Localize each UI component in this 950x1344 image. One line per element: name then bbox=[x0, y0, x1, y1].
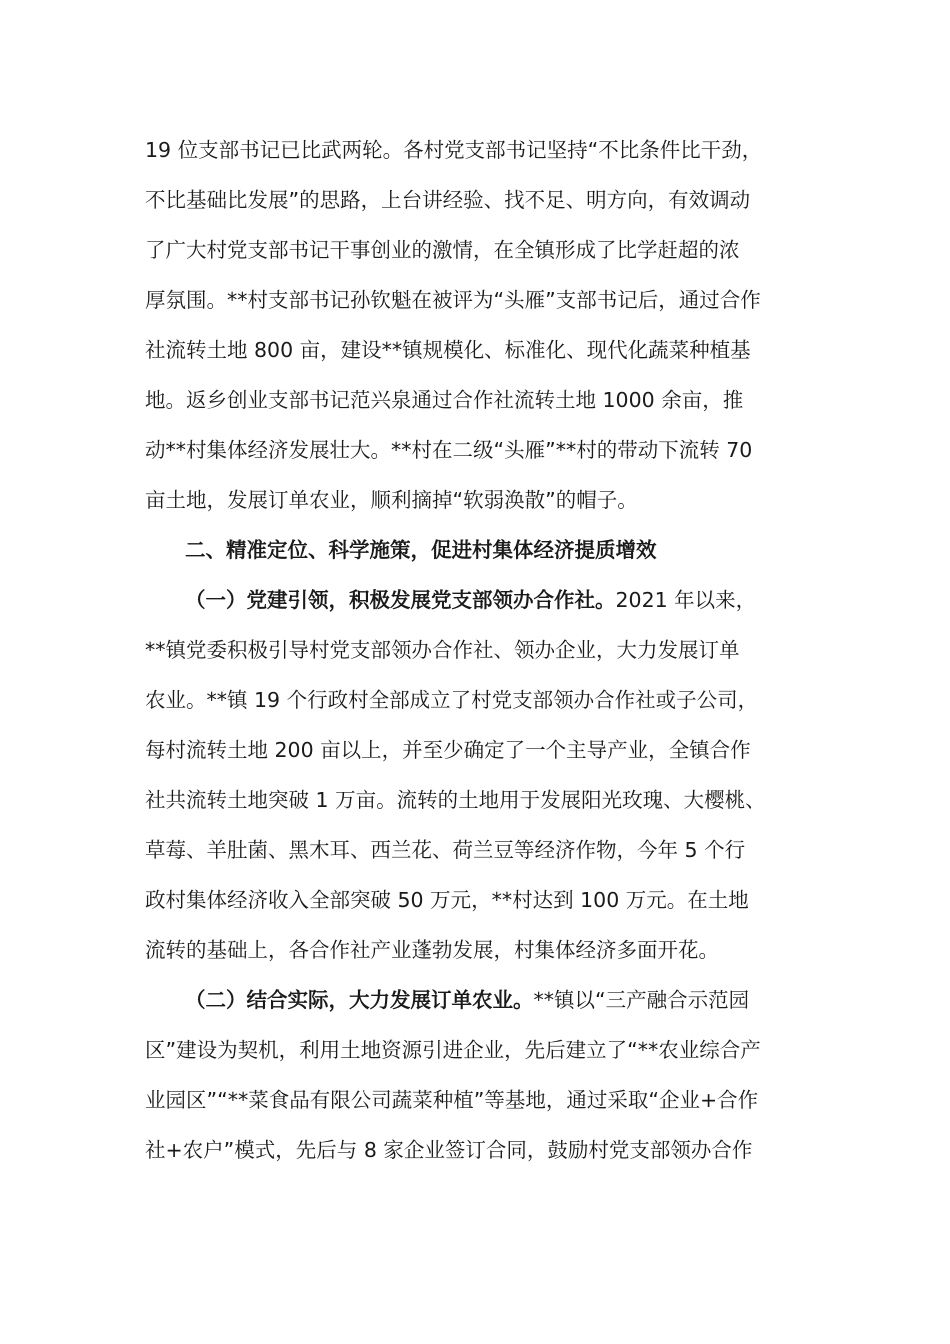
subsection-title: （二）结合实际，大力发展订单农业。 bbox=[185, 988, 534, 1012]
subsection-first-line-text: 2021 年以来， bbox=[615, 588, 757, 612]
paragraph-line: 草莓、羊肚菌、黑木耳、西兰花、荷兰豆等经济作物，今年 5 个行 bbox=[145, 838, 746, 862]
paragraph-line: 每村流转土地 200 亩以上，并至少确定了一个主导产业，全镇合作 bbox=[145, 738, 751, 762]
paragraph-line: 流转的基础上，各合作社产业蓬勃发展，村集体经济多面开花。 bbox=[145, 938, 719, 962]
paragraph-line: 政村集体经济收入全部突破 50 万元，**村达到 100 万元。在土地 bbox=[145, 888, 749, 912]
subsection-first-line-text: **镇以“三产融合示范园 bbox=[533, 988, 750, 1012]
paragraph-line: 社共流转土地突破 1 万亩。流转的土地用于发展阳光玫瑰、大樱桃、 bbox=[145, 788, 766, 812]
section-heading: 二、精准定位、科学施策，促进村集体经济提质增效 bbox=[185, 538, 657, 562]
paragraph-line: 19 位支部书记已比武两轮。各村党支部书记坚持“不比条件比干劲， bbox=[145, 138, 763, 162]
paragraph-line: 社+农户”模式，先后与 8 家企业签订合同，鼓励村党支部领办合作 bbox=[145, 1138, 753, 1162]
paragraph-line: 亩土地，发展订单农业，顺利摘掉“软弱涣散”的帽子。 bbox=[145, 488, 638, 512]
paragraph-line: 农业。**镇 19 个行政村全部成立了村党支部领办合作社或子公司， bbox=[145, 688, 759, 712]
paragraph-line: 社流转土地 800 亩，建设**镇规模化、标准化、现代化蔬菜种植基 bbox=[145, 338, 751, 362]
paragraph-line: 动**村集体经济发展壮大。**村在二级“头雁”**村的带动下流转 70 bbox=[145, 438, 753, 462]
paragraph-line: 业园区”“**菜食品有限公司蔬菜种植”等基地，通过采取“企业+合作 bbox=[145, 1088, 759, 1112]
paragraph-line: 区”建设为契机，利用土地资源引进企业，先后建立了“**农业综合产 bbox=[145, 1038, 761, 1062]
subsection-title: （一）党建引领，积极发展党支部领办合作社。 bbox=[185, 588, 616, 612]
subsection-first-line bbox=[185, 585, 756, 615]
subsection-first-line bbox=[185, 985, 749, 1015]
paragraph-line: **镇党委积极引导村党支部领办合作社、领办企业，大力发展订单 bbox=[145, 638, 740, 662]
paragraph-line: 地。返乡创业支部书记范兴泉通过合作社流转土地 1000 余亩，推 bbox=[145, 388, 744, 412]
paragraph-line: 不比基础比发展”的思路，上台讲经验、找不足、明方向，有效调动 bbox=[145, 188, 751, 212]
paragraph-line: 厚氛围。**村支部书记孙钦魁在被评为“头雁”支部书记后，通过合作 bbox=[145, 288, 761, 312]
paragraph-line: 了广大村党支部书记干事创业的激情，在全镇形成了比学赶超的浓 bbox=[145, 238, 740, 262]
